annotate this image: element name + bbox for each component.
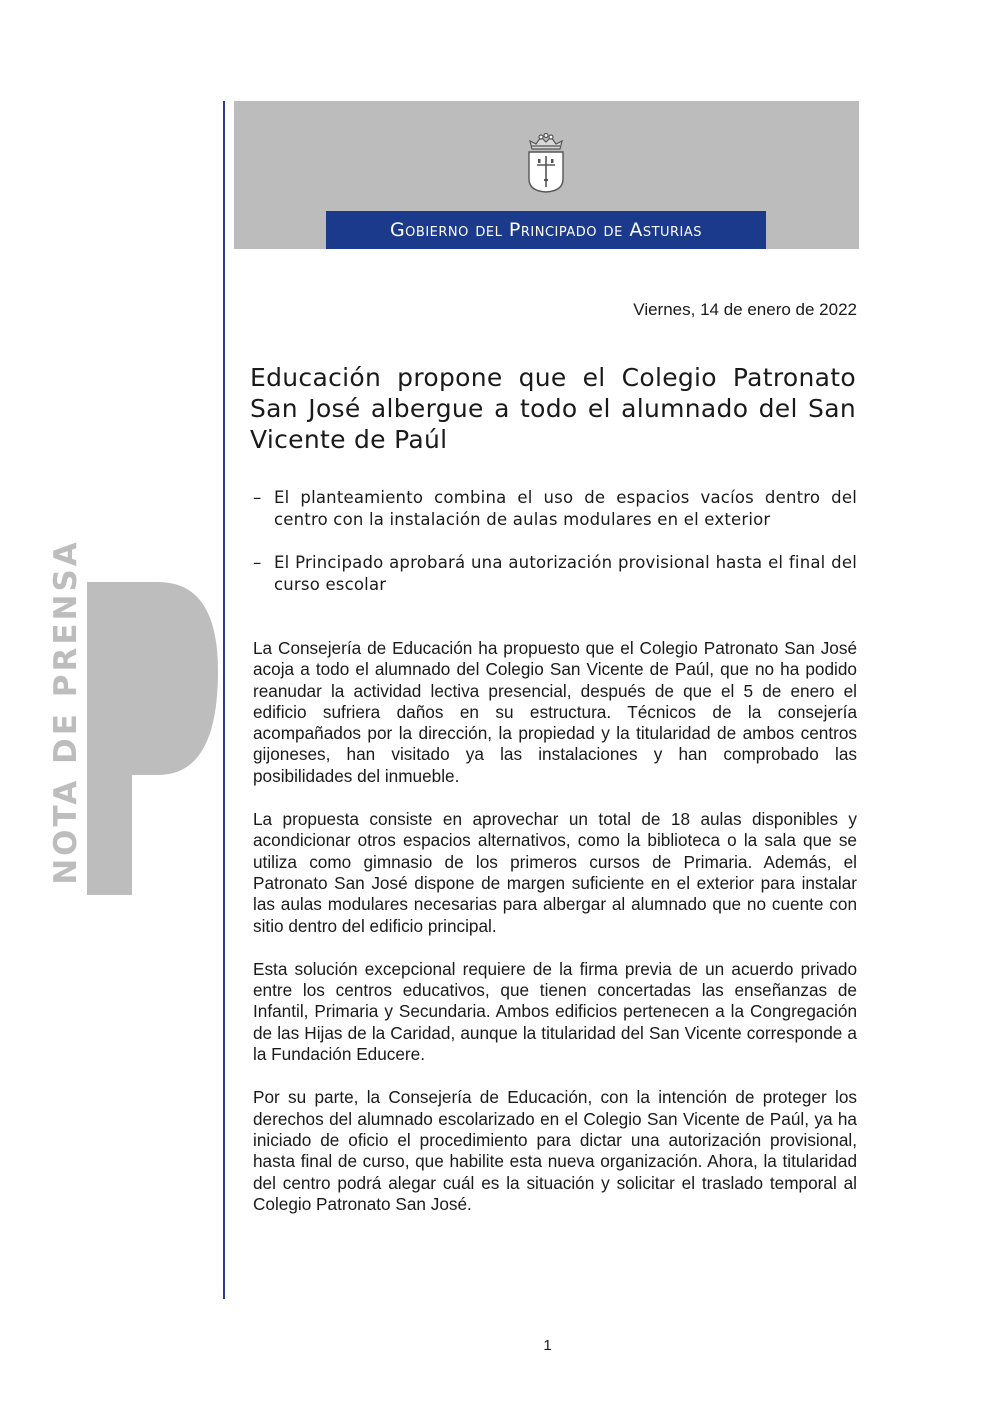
headline: Educación propone que el Colegio Patronato San José albergue a todo el alumnado del San Vicente de Paúl bbox=[250, 363, 856, 454]
bullet-dash: – bbox=[253, 488, 262, 507]
bullet-dash: – bbox=[253, 553, 262, 572]
press-release-label: NOTA DE PRENSA bbox=[48, 539, 84, 885]
bullet-text: El planteamiento combina el uso de espacios vacíos dentro del centro con la instalación de aulas modulares en el exterior bbox=[274, 488, 857, 529]
article-body bbox=[253, 638, 857, 1237]
body-paragraph: La propuesta consiste en aprovechar un total de 18 aulas disponibles y acondicionar otros espacios alternativos, como la biblioteca o la sala que se utiliza como gimnasio de los primeros cursos de Primaria. Además, el Patronato San José dispone de margen suficiente en el exterior para instalar las aulas modulares necesarias para albergar al alumnado que no cuente con sitio dentro del edificio principal. bbox=[253, 809, 857, 936]
government-name-bar bbox=[326, 211, 766, 249]
body-paragraph: Por su parte, la Consejería de Educación, con la intención de proteger los derechos del alumnado escolarizado en el Colegio San Vicente de Paúl, ya ha iniciado de oficio el procedimiento para dictar una autorización provisional, hasta final de curso, que habilite esta nueva organización. Ahora, la titularidad del centro podrá alegar cuál es la situación y solicitar el traslado temporal al Colegio Patronato San José. bbox=[253, 1087, 857, 1214]
summary-bullets bbox=[253, 487, 857, 617]
bullet-text: El Principado aprobará una autorización provisional hasta el final del curso escolar bbox=[274, 553, 857, 594]
summary-bullet bbox=[253, 487, 857, 530]
asturias-coat-of-arms-icon bbox=[524, 133, 568, 193]
summary-bullet bbox=[253, 552, 857, 595]
header-banner bbox=[234, 101, 859, 249]
government-name: Gobierno del Principado de Asturias bbox=[389, 219, 703, 241]
body-paragraph: La Consejería de Educación ha propuesto que el Colegio Patronato San José acoja a todo el alumnado del Colegio San Vicente de Paúl, que no ha podido reanudar la actividad lectiva presencial, después de que el 5 de enero el edificio sufriera daños en su estructura. Técnicos de la consejería acompañados por la dirección, la propiedad y la titularidad de ambos centros gijoneses, han visitado ya las instalaciones y han comprobado las posibilidades del inmueble. bbox=[253, 638, 857, 786]
page-number: 1 bbox=[543, 1337, 552, 1354]
body-paragraph: Esta solución excepcional requiere de la firma previa de un acuerdo privado entre los centros educativos, que tienen concertadas las enseñanzas de Infantil, Primaria y Secundaria. Ambos edificios pertenecen a la Congregación de las Hijas de la Caridad, aunque la titularidad del San Vicente corresponde a la Fundación Educere. bbox=[253, 958, 857, 1065]
press-date: Viernes, 14 de enero de 2022 bbox=[633, 300, 857, 319]
